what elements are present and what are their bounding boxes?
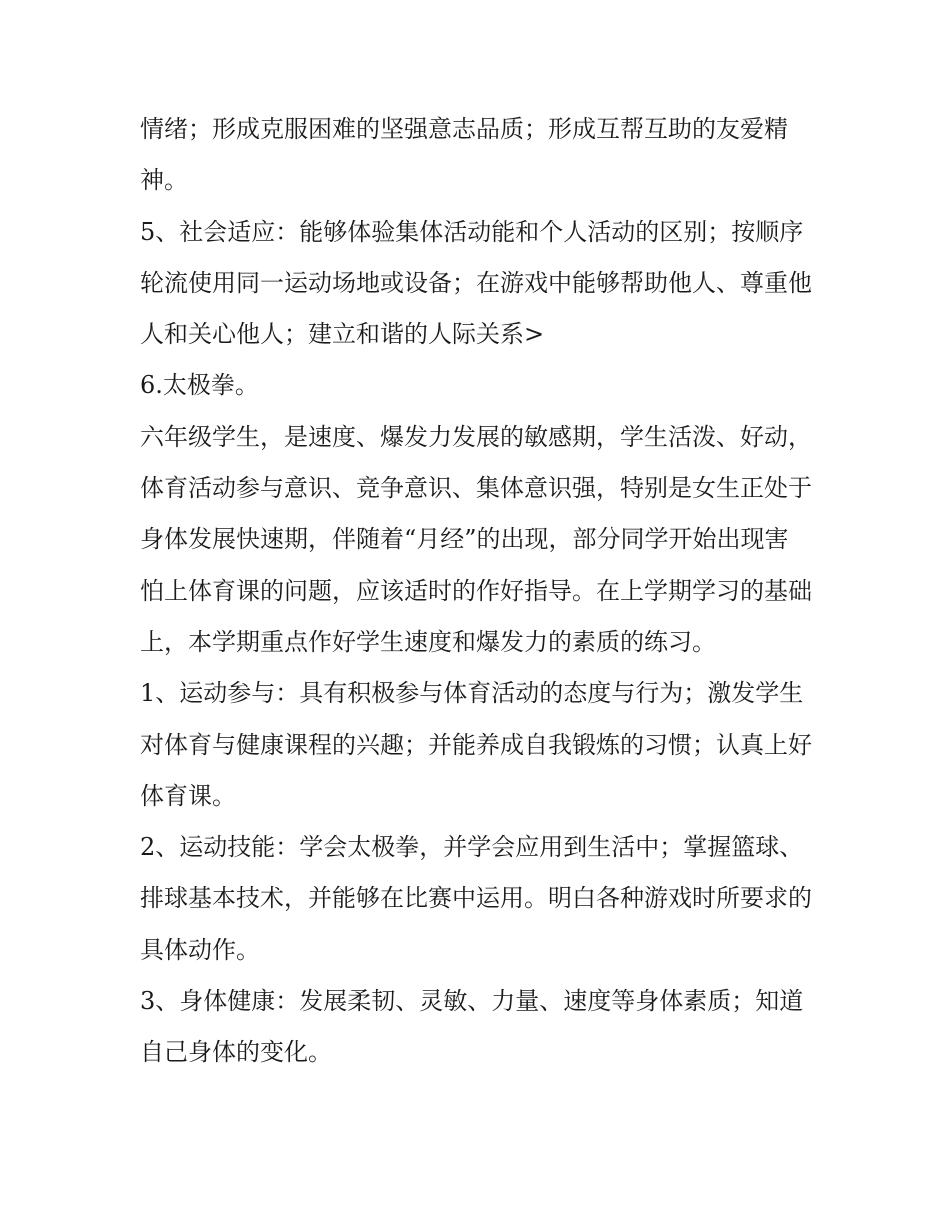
paragraph-physical-health: 3、身体健康：发展柔韧、灵敏、力量、速度等身体素质；知道自己身体的变化。 — [140, 987, 804, 1067]
paragraph-sports-participation: 1、运动参与：具有积极参与体育活动的态度与行为；激发学生对体育与健康课程的兴趣；并能养成自我锻炼的习惯；认真上好体育课。 — [140, 679, 812, 810]
document-body — [140, 104, 812, 1079]
paragraph-social-adaptation: 5、社会适应：能够体验集体活动能和个人活动的区别；按顺序轮流使用同一运动场地或设备；在游戏中能够帮助他人、尊重他人和关心他人；建立和谐的人际关系> — [140, 217, 812, 349]
paragraph-sports-skills: 2、运动技能：学会太极拳，并学会应用到生活中；掌握篮球、排球基本技术，并能够在比赛中运用。明白各种游戏时所要求的具体动作。 — [140, 833, 812, 964]
paragraph-grade-six-intro: 六年级学生，是速度、爆发力发展的敏感期，学生活泼、好动，体育活动参与意识、竞争意识、集体意识强，特别是女生正处于身体发展快速期，伴随着“月经”的出现，部分同学开始出现害怕上体育课的问题，应该适时的作好指导。在上学期学习的基础上，本学期重点作好学生速度和爆发力的素质的练习。 — [140, 422, 812, 656]
paragraph-emotion-continuation: 情绪；形成克服困难的坚强意志品质；形成互帮互助的友爱精神。 — [140, 115, 788, 195]
section-heading-taiji: 6.太极拳。 — [140, 371, 259, 400]
